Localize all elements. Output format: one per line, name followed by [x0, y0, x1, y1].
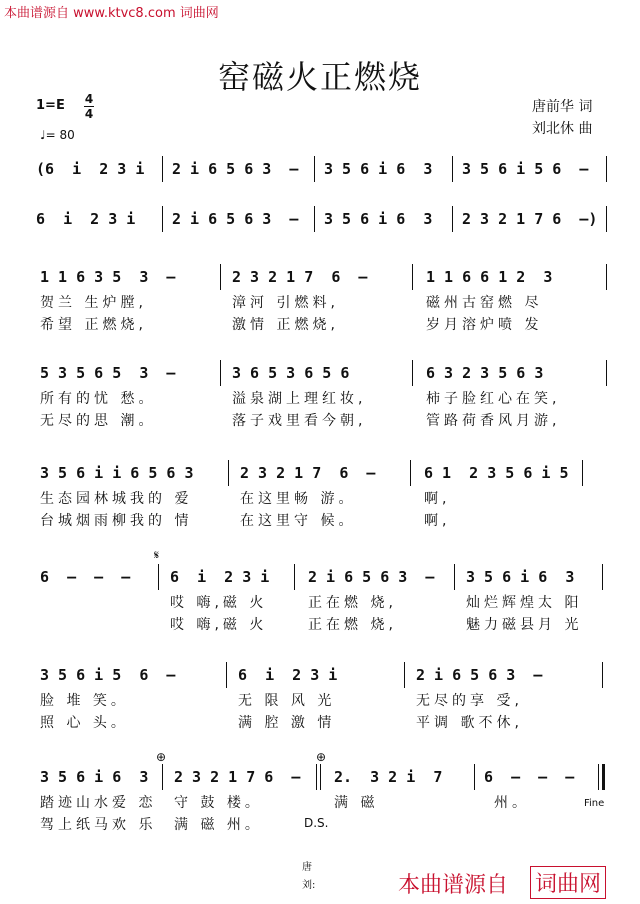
coda-sign: ⊕	[156, 750, 167, 764]
bar-line	[158, 564, 159, 590]
bar-line	[606, 156, 607, 182]
watermark-top: 本曲谱源自 www.ktvc8.com 词曲网	[4, 6, 219, 21]
bar-line	[606, 360, 607, 386]
bar-line	[162, 764, 163, 790]
bar-line	[606, 264, 607, 290]
lyric-line-2	[32, 410, 610, 432]
lyric-line-1	[32, 792, 610, 814]
bar-line	[404, 662, 405, 688]
lyric-segment: 啊,	[424, 491, 451, 507]
lyric-segment: 在这里守 候。	[240, 513, 357, 529]
measure: 3 5 6 i 6 3	[324, 160, 433, 178]
bar-line	[454, 564, 455, 590]
bar-line	[602, 662, 603, 688]
lyric-segment: 脸 堆 笑。	[40, 693, 129, 709]
measure: 3 5 6 i i 6 5 6 3	[40, 464, 194, 482]
lyric-segment: 踏迹山水爱 恋	[40, 795, 157, 811]
measure: 3 5 6 i 5 6 –	[40, 666, 176, 684]
bar-line	[606, 206, 607, 232]
bar-line	[316, 764, 317, 790]
measure: 6 1 2 3 5 6 i 5	[424, 464, 569, 482]
bar-line	[162, 156, 163, 182]
final-bar-line	[598, 764, 599, 790]
measure: 2 3 2 1 7 6 –	[174, 768, 301, 786]
footer-credit-partial: 唐	[302, 862, 312, 873]
measure: 2 3 2 1 7 6 –)	[462, 210, 598, 228]
lyricist-credit: 唐前华 词	[532, 99, 593, 115]
score-title: 窑磁火正燃烧	[217, 58, 422, 96]
lyric-line-1	[32, 292, 610, 314]
staff-line	[32, 568, 610, 592]
measure: 2 i 6 5 6 3 –	[416, 666, 543, 684]
system-4	[32, 364, 610, 432]
time-sig-bottom: 4	[84, 107, 94, 121]
tempo-marking: ♩= 80	[40, 128, 75, 142]
measure: 6 – – –	[40, 568, 131, 586]
lyric-segment: 州。	[494, 795, 530, 811]
fine-marking: Fine	[584, 798, 605, 809]
bar-line	[474, 764, 475, 790]
lyric-line-2	[32, 314, 610, 336]
measure: 6 i 2 3 i	[238, 666, 338, 684]
lyric-segment: 生态园林城我的 爱	[40, 491, 193, 507]
time-signature	[84, 92, 94, 121]
staff-line	[32, 268, 610, 292]
staff-line	[32, 464, 610, 488]
footer-credit-partial: 刘:	[302, 880, 316, 891]
lyric-line-1	[32, 388, 610, 410]
measure: 6 3 2 3 5 6 3	[426, 364, 544, 382]
lyric-segment: 满 磁	[334, 795, 379, 811]
system-5	[32, 464, 610, 532]
measure: 2 3 2 1 7 6 –	[232, 268, 368, 286]
bar-line	[582, 460, 583, 486]
lyric-segment: 灿烂辉煌太 阳	[466, 595, 583, 611]
time-sig-top: 4	[84, 92, 94, 106]
staff-line	[32, 210, 610, 234]
measure: 3 5 6 i 5 6 –	[462, 160, 589, 178]
measure: 2. 3 2 i 7	[334, 768, 443, 786]
bar-line	[220, 264, 221, 290]
lyric-line-1	[32, 592, 610, 614]
lyric-segment: 柿子脸红心在笑,	[426, 391, 561, 407]
measure: 3 6 5 3 6 5 6	[232, 364, 350, 382]
measure: 3 5 6 i 6 3	[466, 568, 575, 586]
measure: (6 i 2 3 i	[36, 160, 145, 178]
lyric-segment: 岁月溶炉喷 发	[426, 317, 543, 333]
lyric-segment: 所有的忧 愁。	[40, 391, 157, 407]
system-3	[32, 268, 610, 336]
lyric-segment: 正在燃 烧,	[308, 617, 397, 633]
lyric-segment: 落子戏里看今朝,	[232, 413, 367, 429]
measure: 1 1 6 3 5 3 –	[40, 268, 176, 286]
lyric-segment: 驾上纸马欢 乐	[40, 817, 157, 833]
lyric-segment: 漳河 引燃料,	[232, 295, 339, 311]
composer-credit: 刘北休 曲	[532, 121, 593, 137]
lyric-segment: 正在燃 烧,	[308, 595, 397, 611]
system-7	[32, 666, 610, 734]
measure: 2 i 6 5 6 3 –	[172, 210, 299, 228]
bar-line	[602, 564, 603, 590]
measure: 3 5 6 i 6 3	[324, 210, 433, 228]
staff-line	[32, 666, 610, 690]
lyric-line-1	[32, 488, 610, 510]
watermark-bottom-left: 本曲谱源自	[398, 873, 509, 898]
lyric-segment: 激情 正燃烧,	[232, 317, 339, 333]
bar-line	[452, 156, 453, 182]
watermark-bottom-right: 词曲网	[530, 866, 606, 899]
bar-line	[412, 360, 413, 386]
segno-sign: 𝄋	[154, 548, 160, 562]
lyric-segment: 溢泉湖上理红妆,	[232, 391, 367, 407]
bar-line	[314, 156, 315, 182]
lyric-line-2	[32, 614, 610, 636]
staff-line	[32, 160, 610, 184]
measure: 3 5 6 i 6 3	[40, 768, 149, 786]
lyric-segment: 哎 嗨,磁 火	[170, 617, 268, 633]
measure: 1 1 6 6 1 2 3	[426, 268, 553, 286]
measure: 5 3 5 6 5 3 –	[40, 364, 176, 382]
lyric-segment: 无尽的享 受,	[416, 693, 523, 709]
lyric-segment: 在这里畅 游。	[240, 491, 357, 507]
lyric-segment: 平调 歌不休,	[416, 715, 523, 731]
lyric-segment: 哎 嗨,磁 火	[170, 595, 268, 611]
lyric-line-2	[32, 510, 610, 532]
lyric-segment: 满 腔 激 情	[238, 715, 336, 731]
measure: 6 i 2 3 i	[36, 210, 136, 228]
system-6	[32, 568, 610, 636]
lyric-line-1	[32, 690, 610, 712]
key-signature: 1=E	[36, 98, 65, 113]
lyric-segment: 无尽的思 潮。	[40, 413, 157, 429]
lyric-segment: 啊,	[424, 513, 451, 529]
ds-marking: D.S.	[304, 816, 329, 830]
measure: 2 i 6 5 6 3 –	[172, 160, 299, 178]
system-2	[32, 210, 610, 234]
system-1	[32, 160, 610, 184]
measure: 6 i 2 3 i	[170, 568, 270, 586]
lyric-segment: 照 心 头。	[40, 715, 129, 731]
staff-line	[32, 364, 610, 388]
bar-line	[294, 564, 295, 590]
measure: 6 – – –	[484, 768, 575, 786]
bar-line	[162, 206, 163, 232]
lyric-segment: 无 限 风 光	[238, 693, 336, 709]
bar-line	[226, 662, 227, 688]
measure: 2 3 2 1 7 6 –	[240, 464, 376, 482]
bar-line	[412, 264, 413, 290]
lyric-line-2	[32, 712, 610, 734]
bar-line	[452, 206, 453, 232]
coda-sign: ⊕	[316, 750, 327, 764]
lyric-segment: 管路荷香风月游,	[426, 413, 561, 429]
lyric-segment: 贺兰 生炉膛,	[40, 295, 147, 311]
lyric-segment: 台城烟雨柳我的 情	[40, 513, 193, 529]
bar-line	[320, 764, 321, 790]
lyric-segment: 磁州古窑燃 尽	[426, 295, 543, 311]
bar-line	[410, 460, 411, 486]
lyric-segment: 希望 正燃烧,	[40, 317, 147, 333]
lyric-segment: 守 鼓 楼。	[174, 795, 263, 811]
staff-line	[32, 768, 610, 792]
measure: 2 i 6 5 6 3 –	[308, 568, 435, 586]
bar-line	[314, 206, 315, 232]
bar-line	[220, 360, 221, 386]
lyric-segment: 魅力磁县月 光	[466, 617, 583, 633]
lyric-segment: 满 磁 州。	[174, 817, 263, 833]
bar-line	[228, 460, 229, 486]
